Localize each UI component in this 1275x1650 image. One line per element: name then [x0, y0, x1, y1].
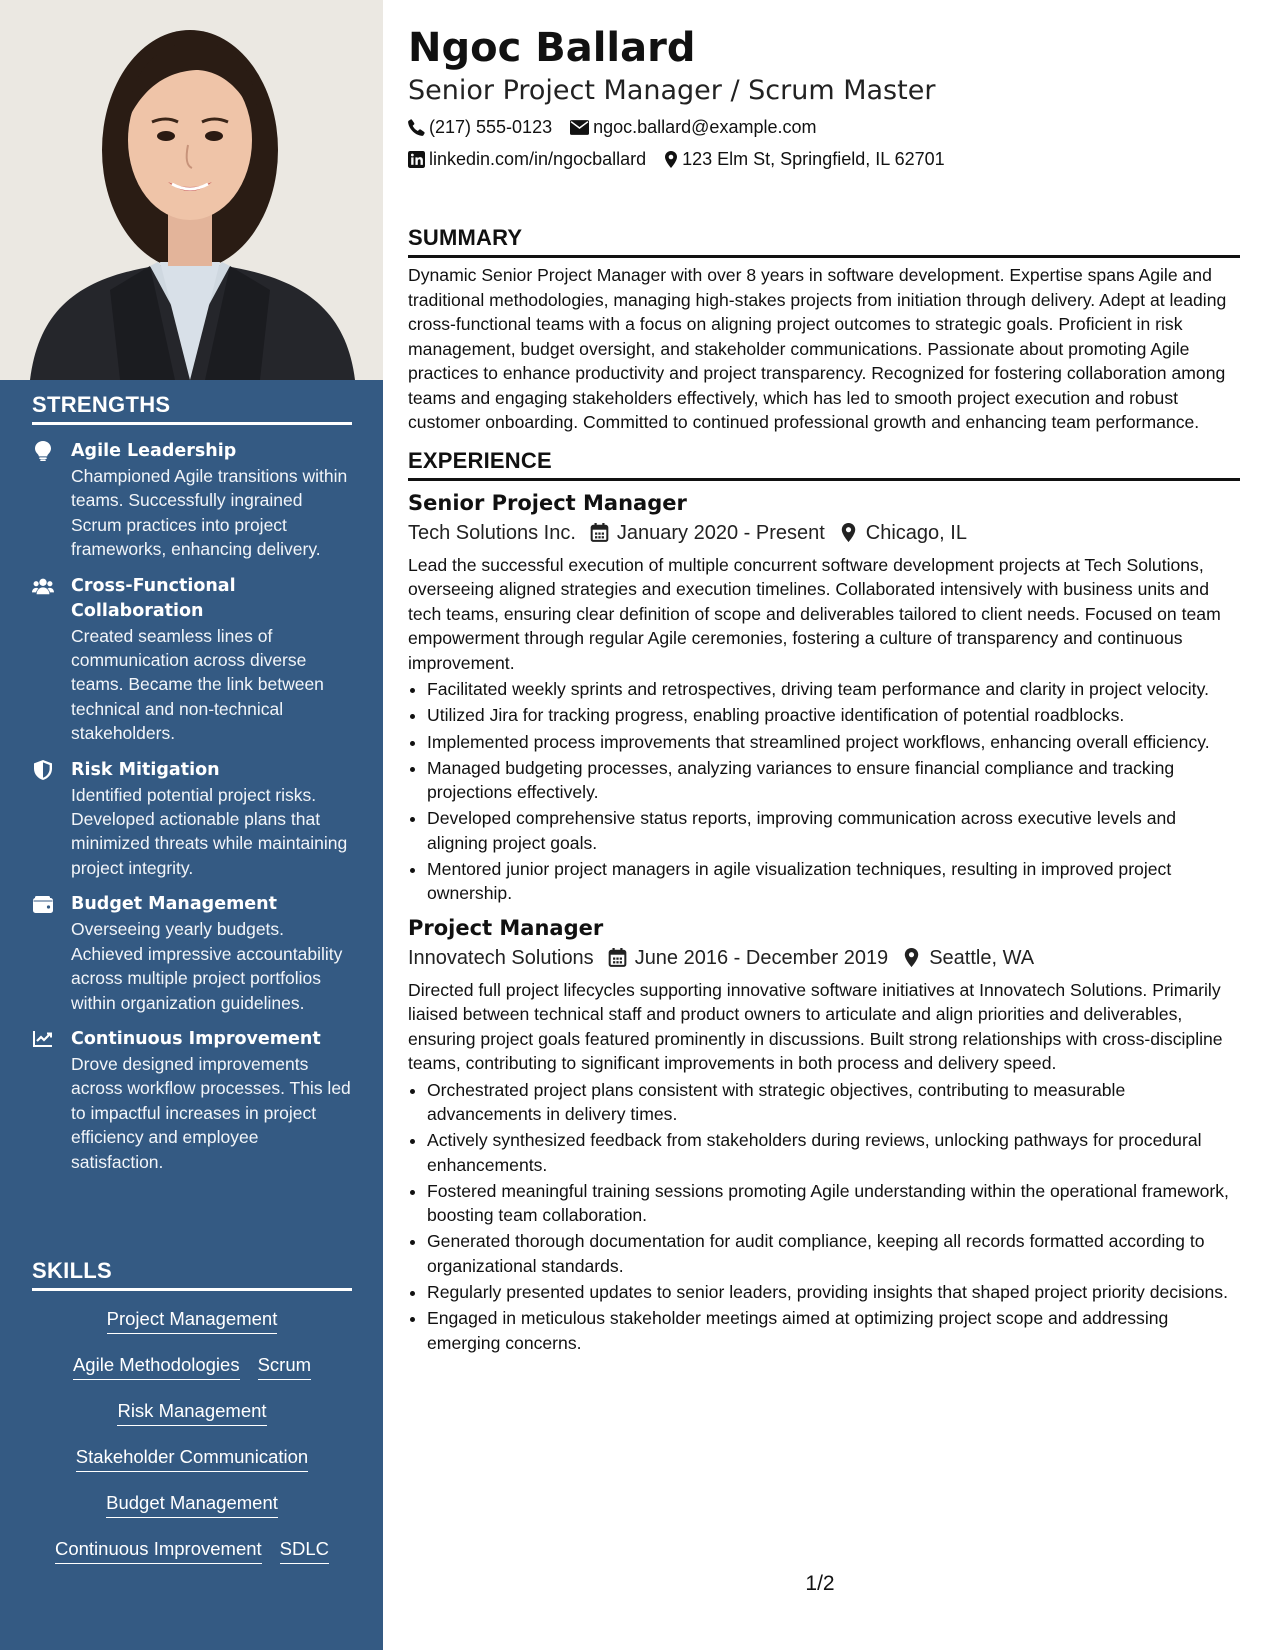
page-number: [0, 1572, 1275, 1596]
lightbulb-icon: [32, 440, 54, 462]
strength-item: [32, 892, 352, 1015]
skill-tag: Stakeholder Communication: [76, 1445, 308, 1472]
linkedin-icon: [408, 151, 425, 168]
strength-item: [32, 574, 352, 746]
skill-tag: Continuous Improvement: [55, 1537, 262, 1564]
skill-tag: SDLC: [280, 1537, 329, 1564]
wallet-icon: [32, 893, 54, 915]
strength-desc: Overseeing yearly budgets. Achieved impressive accountability across multiple project portfolios within organization guidelines.: [71, 919, 343, 1013]
address-text: 123 Elm St, Springfield, IL 62701: [682, 149, 945, 169]
strength-desc: Championed Agile transitions within teams. Successfully ingrained Scrum practices into project frameworks, enhancing delivery.: [71, 466, 348, 560]
list-item: • Fostered meaningful training sessions promoting Agile understanding within the operational framework, boosting team collaboration.: [427, 1179, 1240, 1228]
job-description: Directed full project lifecycles supporting innovative software initiatives at Innovatech Solutions. Primarily liaised between technical staff and product owners to articulate and align priorities and deliverables, ensuring project goals featured prominently in discussions. Built strong relationships with cross-discipline teams, contributing to significant improvements in both process and delivery speed.: [408, 979, 1223, 1074]
shield-icon: [32, 759, 54, 781]
envelope-icon: [570, 119, 589, 136]
candidate-role: Senior Project Manager / Scrum Master: [408, 75, 936, 106]
address-contact: [664, 147, 945, 171]
job-location: Seattle, WA: [929, 946, 1035, 969]
phone-icon: [408, 119, 425, 136]
list-item: • Implemented process improvements that streamlined project workflows, enhancing overall efficiency.: [427, 730, 1240, 754]
list-item: • Actively synthesized feedback from stakeholders during reviews, unlocking pathways for procedural enhancements.: [427, 1128, 1240, 1177]
strength-title: Risk Mitigation: [71, 759, 220, 780]
profile-photo: [0, 0, 383, 380]
skill-tag: Agile Methodologies: [73, 1353, 240, 1380]
phone-text: (217) 555-0123: [429, 117, 553, 137]
linkedin-text: linkedin.com/in/ngocballard: [429, 149, 647, 169]
strength-desc: Identified potential project risks. Developed actionable plans that minimized threats while maintaining project integrity.: [71, 784, 348, 878]
strength-item: [32, 439, 352, 562]
candidate-name: Ngoc Ballard: [408, 25, 696, 71]
map-pin-icon: [839, 523, 858, 542]
summary-heading: SUMMARY: [408, 225, 1240, 258]
job-description: Lead the successful execution of multiple concurrent software development projects at Tech Solutions, overseeing aligned strategies and execution timelines. Collaborated intensively with business units and tech teams, ensuring clear definition of scope and deliverables tailored to client needs. Focused on team empowerment through regular Agile ceremonies, fostering a culture of transparency and continuous improvement.: [408, 554, 1221, 673]
summary-text: Dynamic Senior Project Manager with over 8 years in software development. Expertise spans Agile and traditional methodologies, managing high-stakes projects from initiation through delivery. Adept at leading cross-functional teams with a focus on aligning project outcomes to strategic goals. Proficient in risk management, budget oversight, and stakeholder communications. Passionate about promoting Agile practices to enhance productivity and project transparency. Recognized for fostering collaboration among teams and engaging stakeholders effectively, which has led to smooth project execution and robust customer onboarding. Committed to continued professional growth and enhancing team performance.: [408, 265, 1227, 432]
list-item: • Mentored junior project managers in agile visualization techniques, resulting in improved project ownership.: [427, 857, 1240, 906]
summary-section: [408, 225, 1240, 435]
list-item: • Engaged in meticulous stakeholder meetings aimed at optimizing project scope and addressing emerging concerns.: [427, 1306, 1240, 1355]
strength-desc: Created seamless lines of communication across diverse teams. Became the link between technical and non-technical stakeholders.: [71, 625, 324, 744]
skill-tag: Scrum: [258, 1353, 311, 1380]
strength-item: [32, 1027, 352, 1174]
strength-item: [32, 758, 352, 881]
calendar-icon: [608, 948, 627, 967]
list-item: • Developed comprehensive status reports, improving communication across executive levels and aligning project goals.: [427, 806, 1240, 855]
job-location: Chicago, IL: [865, 521, 967, 544]
job-entry: [408, 914, 1240, 1355]
job-title: Senior Project Manager: [408, 490, 687, 515]
job-title: Project Manager: [408, 915, 604, 940]
sidebar: [0, 0, 383, 1650]
phone-contact: [408, 115, 552, 139]
job-company: Tech Solutions Inc.: [408, 521, 576, 544]
job-meta: [408, 944, 1240, 972]
strength-title: Budget Management: [71, 894, 277, 915]
main-content: [408, 22, 1240, 1357]
job-company: Innovatech Solutions: [408, 946, 594, 969]
map-pin-icon: [902, 948, 921, 967]
experience-section: [408, 448, 1240, 1355]
job-bullets: [408, 677, 1240, 906]
linkedin-contact[interactable]: [408, 147, 646, 171]
strength-title: Agile Leadership: [71, 441, 237, 461]
skill-tag: Risk Management: [117, 1399, 266, 1426]
skills-heading: SKILLS: [32, 1258, 352, 1291]
list-item: • Generated thorough documentation for audit compliance, keeping all records formatted according to organizational standards.: [427, 1229, 1240, 1278]
list-item: • Managed budgeting processes, analyzing variances to ensure financial compliance and tracking projections effectively.: [427, 756, 1240, 805]
contact-row: [408, 115, 1240, 139]
map-pin-icon: [664, 151, 678, 168]
skills-section: [32, 1258, 352, 1583]
job-dates: January 2020 - Present: [616, 521, 825, 544]
email-text: ngoc.ballard@example.com: [593, 117, 817, 137]
page-number-text: 1/2: [805, 1572, 835, 1595]
strength-desc: Drove designed improvements across workflow processes. This led to impactful increases in project efficiency and employee satisfaction.: [71, 1053, 351, 1172]
skills-list: [32, 1307, 352, 1564]
list-item: • Utilized Jira for tracking progress, enabling proactive identification of potential roadblocks.: [427, 703, 1240, 727]
experience-heading: EXPERIENCE: [408, 448, 1240, 481]
list-item: • Regularly presented updates to senior leaders, providing insights that shaped project priority decisions.: [427, 1280, 1240, 1304]
users-icon: [32, 575, 54, 597]
list-item: • Orchestrated project plans consistent with strategic objectives, contributing to measurable advancements in delivery times.: [427, 1078, 1240, 1127]
chart-line-icon: [32, 1028, 54, 1050]
strength-title: Cross-Functional Collaboration: [71, 575, 236, 621]
skill-tag: Project Management: [107, 1307, 278, 1334]
email-contact[interactable]: [570, 115, 816, 139]
skill-tag: Budget Management: [106, 1491, 278, 1518]
list-item: • Facilitated weekly sprints and retrospectives, driving team performance and clarity in project velocity.: [427, 677, 1240, 701]
calendar-icon: [590, 523, 609, 542]
job-dates: June 2016 - December 2019: [634, 946, 889, 969]
contact-row-2: [408, 147, 1240, 171]
job-entry: [408, 489, 1240, 906]
job-bullets: [408, 1078, 1240, 1355]
strengths-section: [32, 392, 352, 1174]
strengths-heading: STRENGTHS: [32, 392, 352, 425]
strength-title: Continuous Improvement: [71, 1028, 321, 1049]
job-meta: [408, 519, 1240, 547]
